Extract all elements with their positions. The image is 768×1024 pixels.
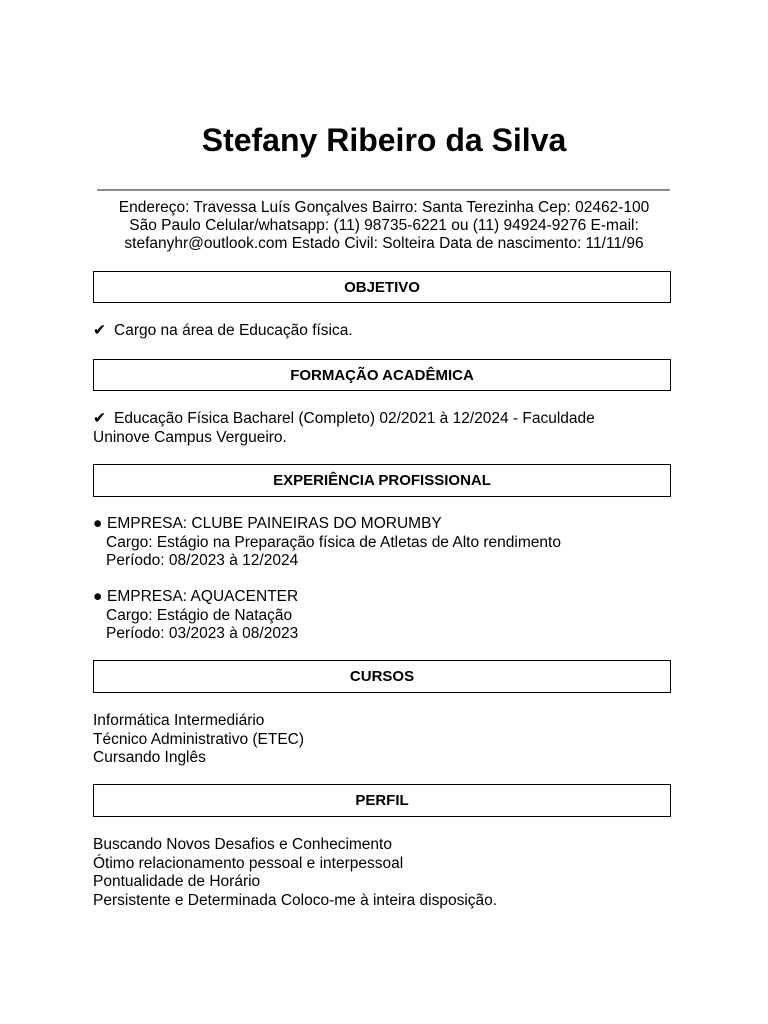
checkmark-icon: ✔ [93,322,106,339]
bullet-icon: ● [93,588,103,605]
section-title-label: CURSOS [349,668,415,685]
job-company-text: EMPRESA: CLUBE PAINEIRAS DO MORUMBY [107,515,442,532]
section-title-label: PERFIL [355,792,409,809]
list-item [93,410,683,429]
list-item: Pontualidade de Horário [93,873,261,890]
section-title-label: EXPERIÊNCIA PROFISSIONAL [273,472,491,489]
job-period: Período: 08/2023 à 12/2024 [106,552,299,569]
objetivo-text: Cargo na área de Educação física. [114,322,353,339]
list-item: Ótimo relacionamento pessoal e interpessoal [93,854,404,872]
candidate-name: Stefany Ribeiro da Silva [201,122,567,158]
job-role: Cargo: Estágio de Natação [106,606,293,624]
contact-info [80,199,688,253]
section-title-experiencia [93,464,671,497]
section-title-formacao [93,359,671,391]
contact-line: São Paulo Celular/whatsapp: (11) 98735-6221 ou (11) 94924-9276 E-mail: [129,217,639,234]
list-item: Persistente e Determinada Coloco-me à inteira disposição. [93,891,498,909]
bullet-icon: ● [93,515,103,532]
formacao-content [93,410,683,447]
job-company-text: EMPRESA: AQUACENTER [107,588,299,605]
header-divider [97,189,670,191]
section-title-perfil [93,784,671,817]
checkmark-icon: ✔ [93,410,106,427]
section-title-label: OBJETIVO [344,278,420,296]
formacao-text-line: Educação Física Bacharel (Completo) 02/2021 à 12/2024 - Faculdade [114,410,595,427]
formacao-text-line: Uninove Campus Vergueiro. [93,428,287,446]
objetivo-content [93,322,683,341]
job-company [93,588,683,607]
cursos-list [93,712,683,768]
section-title-objetivo [93,271,671,303]
contact-line: stefanyhr@outlook.com Estado Civil: Solteira Data de nascimento: 11/11/96 [124,235,644,252]
experiencia-job [93,515,683,571]
list-item: Buscando Novos Desafios e Conhecimento [93,836,392,853]
job-period: Período: 03/2023 à 08/2023 [106,625,299,642]
experiencia-job [93,588,683,644]
contact-line: Endereço: Travessa Luís Gonçalves Bairro: Santa Terezinha Cep: 02462-100 [118,199,650,216]
perfil-list [93,836,683,910]
job-role: Cargo: Estágio na Preparação física de Atletas de Alto rendimento [106,533,561,551]
list-item: Cursando Inglês [93,749,206,766]
list-item: Informática Intermediário [93,712,265,729]
section-title-label: FORMAÇÃO ACADÊMICA [290,366,474,384]
list-item [93,322,683,341]
job-company [93,515,683,534]
section-title-cursos [93,660,671,693]
list-item: Técnico Administrativo (ETEC) [93,730,305,748]
